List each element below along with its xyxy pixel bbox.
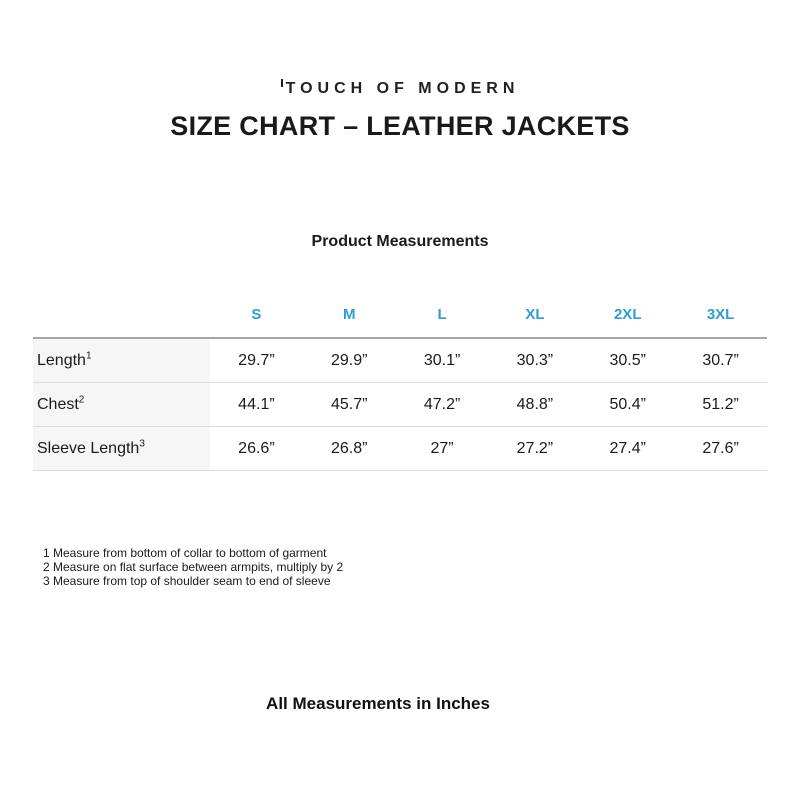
logo-tick-icon xyxy=(281,79,283,87)
table-row-sleeve-length xyxy=(33,427,767,471)
page-title: SIZE CHART – LEATHER JACKETS xyxy=(170,111,630,141)
size-column-header-xl: XL xyxy=(488,306,581,338)
row-label-sleeve-length: Sleeve Length$^3$ xyxy=(33,427,210,471)
size-column-header-s: S xyxy=(210,306,303,338)
footnote-3: 3 Measure from top of shoulder seam to end of sleeve xyxy=(43,574,331,588)
footnote-ref: 3 xyxy=(139,438,145,450)
measurement-value: 50.4” xyxy=(581,383,674,427)
size-column-header-m: M xyxy=(303,306,396,338)
section-title: Product Measurements xyxy=(311,233,489,250)
measurement-value: 26.8” xyxy=(303,427,396,471)
footnote-ref: 1 xyxy=(85,350,92,362)
table-row-length xyxy=(33,338,767,383)
brand-logo xyxy=(0,79,800,98)
row-label-length: Length$^1$ xyxy=(33,338,210,383)
measurement-value: 27.6” xyxy=(674,427,767,471)
measurement-value: 51.2” xyxy=(674,383,767,427)
measurement-value: 29.7” xyxy=(210,338,303,383)
size-column-header-3xl: 3XL xyxy=(674,306,767,338)
measurement-value: 30.7” xyxy=(674,338,767,383)
footnote-1: 1 Measure from bottom of collar to bottom of garment xyxy=(43,546,327,560)
measurement-value: 27.4” xyxy=(581,427,674,471)
size-column-header-2xl: 2XL xyxy=(581,306,674,338)
units-footer-note: All Measurements in Inches xyxy=(266,694,490,713)
footnote-2: 2 Measure on flat surface between armpits, multiply by 2 xyxy=(43,560,344,574)
corner-cell xyxy=(33,306,210,338)
size-header-row xyxy=(33,306,767,338)
measurement-value: 29.9” xyxy=(303,338,396,383)
size-chart-table xyxy=(33,306,767,471)
measurement-value: 47.2” xyxy=(396,383,489,427)
brand-name: TOUCH OF MODERN xyxy=(285,80,520,97)
measurement-value: 27” xyxy=(396,427,489,471)
row-label-chest: Chest$^2$ xyxy=(33,383,210,427)
measurement-value: 30.1” xyxy=(396,338,489,383)
measurement-value: 44.1” xyxy=(210,383,303,427)
measurement-value: 30.3” xyxy=(488,338,581,383)
size-column-header-l: L xyxy=(396,306,489,338)
footnote-ref: 2 xyxy=(78,394,85,406)
measurement-value: 27.2” xyxy=(488,427,581,471)
measurement-value: 48.8” xyxy=(488,383,581,427)
table-row-chest xyxy=(33,383,767,427)
measurement-value: 45.7” xyxy=(303,383,396,427)
measurement-value: 30.5” xyxy=(581,338,674,383)
footnotes xyxy=(43,546,343,588)
measurement-value: 26.6” xyxy=(210,427,303,471)
